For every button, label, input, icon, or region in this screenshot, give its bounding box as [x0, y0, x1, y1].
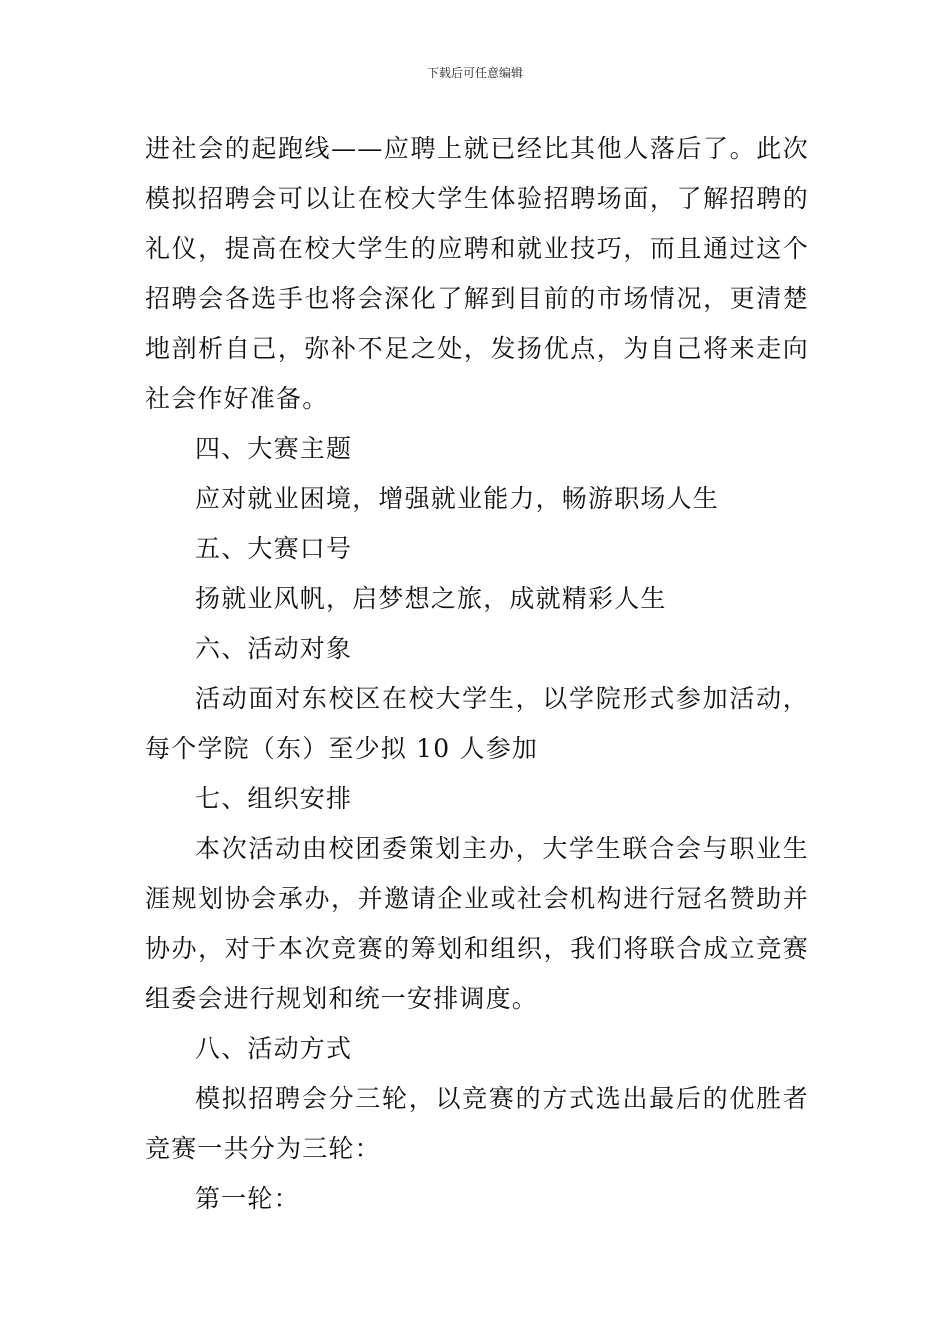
- page-header-note: 下载后可任意编辑: [426, 66, 523, 80]
- section-heading-organization: 七、组织安排: [195, 784, 353, 813]
- paragraph-line: 应对就业困境，增强就业能力，畅游职场人生: [195, 484, 720, 513]
- paragraph-line: 涯规划协会承办，并邀请企业或社会机构进行冠名赞助并: [145, 884, 809, 913]
- document-body: [145, 124, 809, 1224]
- paragraph-line: 社会作好准备。: [145, 384, 329, 413]
- section-heading-slogan: 五、大赛口号: [195, 534, 353, 563]
- paragraph-line: 礼仪，提高在校大学生的应聘和就业技巧，而且通过这个: [145, 234, 809, 263]
- paragraph-line: 模拟招聘会分三轮，以竞赛的方式选出最后的优胜者: [195, 1084, 809, 1113]
- paragraph-line: 进社会的起跑线——应聘上就已经比其他人落后了。此次: [145, 134, 809, 163]
- section-heading-theme: 四、大赛主题: [195, 434, 353, 463]
- paragraph-line: 地剖析自己，弥补不足之处，发扬优点，为自己将来走向: [145, 334, 809, 363]
- section-heading-method: 八、活动方式: [195, 1034, 353, 1063]
- paragraph-line: 扬就业风帆，启梦想之旅，成就精彩人生: [195, 584, 667, 613]
- paragraph-line: 组委会进行规划和统一安排调度。: [145, 984, 539, 1013]
- paragraph-line: 每个学院（东）至少拟 10 人参加: [145, 734, 539, 763]
- subheading-round-one: 第一轮：: [195, 1184, 300, 1213]
- paragraph-line: 竞赛一共分为三轮：: [145, 1134, 381, 1163]
- paragraph-line: 活动面对东校区在校大学生，以学院形式参加活动，: [195, 684, 809, 713]
- paragraph-line: 招聘会各选手也将会深化了解到目前的市场情况，更清楚: [145, 284, 809, 313]
- paragraph-line: 本次活动由校团委策划主办，大学生联合会与职业生: [195, 834, 809, 863]
- section-heading-audience: 六、活动对象: [195, 634, 353, 663]
- paragraph-line: 协办，对于本次竞赛的筹划和组织，我们将联合成立竞赛: [145, 934, 809, 963]
- paragraph-line: 模拟招聘会可以让在校大学生体验招聘场面，了解招聘的: [145, 184, 809, 213]
